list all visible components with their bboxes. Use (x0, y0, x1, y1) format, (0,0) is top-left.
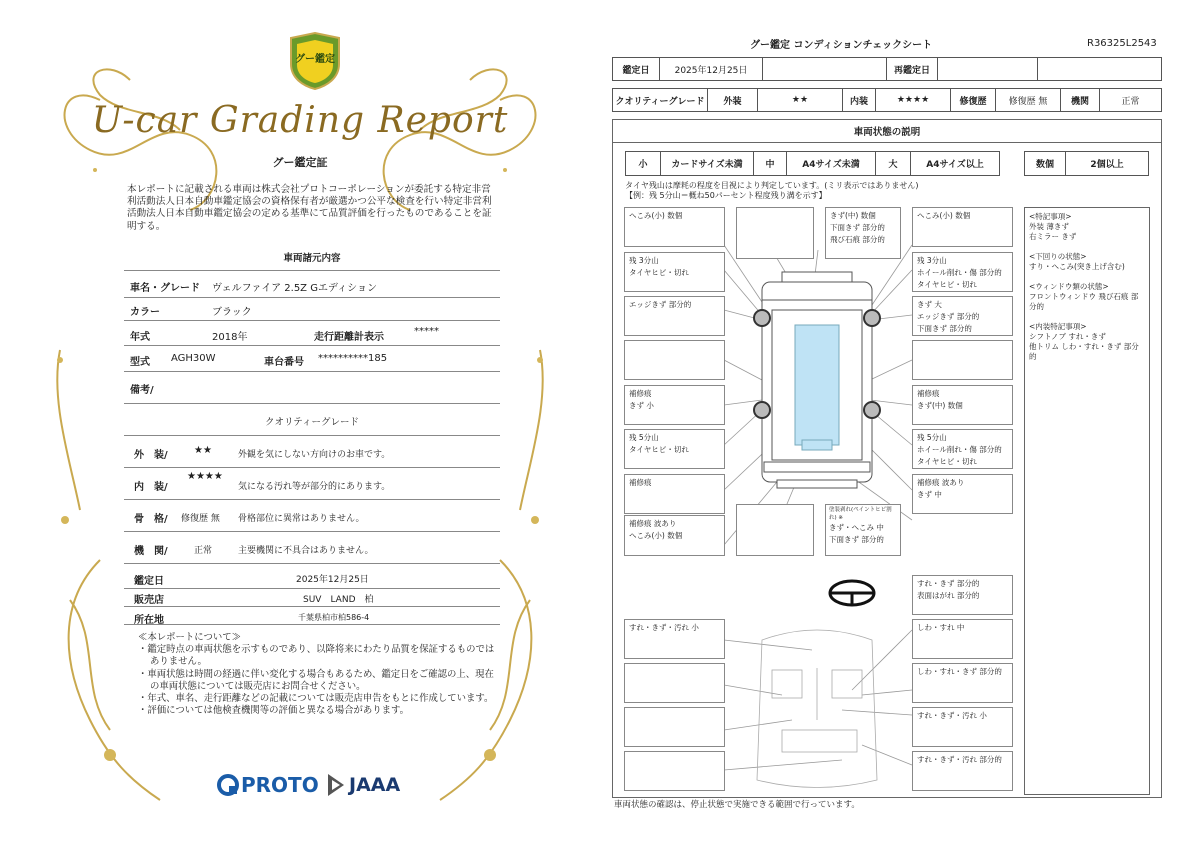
year-label: 年式 (130, 332, 150, 343)
badge-text: グー鑑定 (295, 54, 335, 65)
quality-section-title: クオリティーグレード (264, 417, 360, 428)
goo-kantei-badge (287, 32, 343, 90)
chassis-label: 車台番号 (264, 357, 304, 368)
engine-label: 機関 (1060, 88, 1100, 112)
color-label: カラー (130, 307, 160, 318)
report-notes (138, 632, 498, 717)
interior-box: すれ・きず・汚れ 部分的 (912, 751, 1013, 791)
damage-box-left: 残 3分山 タイヤヒビ・切れ (624, 252, 725, 292)
divider (124, 403, 500, 404)
divider (124, 371, 500, 372)
interior-text: 気になる汚れ等が部分的にあります。 (238, 482, 391, 492)
interior-box: すれ・きず・汚れ 小 (912, 707, 1013, 747)
special-note: <特記事項> (1029, 212, 1072, 221)
mileage-value: ***** (414, 326, 439, 337)
interior-box: しわ・すれ・きず 部分的 (912, 663, 1013, 703)
location-label: 所在地 (134, 615, 164, 626)
interior-box (624, 751, 725, 791)
exterior-label: 外 装/ (134, 450, 168, 461)
date-label: 鑑定日 (612, 57, 660, 81)
special-notes-panel (1024, 207, 1150, 795)
exterior-label: 外装 (707, 88, 758, 112)
special-note: <下回りの状態> (1029, 252, 1087, 261)
damage-box-center-right: きず(中) 数個 下面きず 部分的 飛び石痕 部分的 (825, 207, 901, 259)
damage-box-left: 残 5分山 タイヤヒビ・切れ (624, 429, 725, 469)
certificate-title: グー鑑定証 (272, 156, 328, 169)
damage-box-right: 補修痕 きず(中) 数個 (912, 385, 1013, 425)
damage-box-left: へこみ(小) 数個 (624, 207, 725, 247)
condition-title: 車両状態の説明 (612, 119, 1162, 143)
divider (124, 499, 500, 500)
size-medium: 中 (753, 151, 787, 176)
report-note: ・年式、車名、走行距離などの記載については販売店申告をもとに作成しています。 (138, 693, 494, 705)
interior-box: すれ・きず・汚れ 小 (624, 619, 725, 659)
divider (124, 467, 500, 468)
size-large-desc: A4サイズ以上 (910, 151, 1000, 176)
damage-box-right: 補修痕 波あり きず 中 (912, 474, 1013, 514)
special-note: <ウィンドウ類の状態> (1029, 282, 1109, 291)
report-note: ・鑑定時点の車両状態を示すものであり、以降将来にわたり品質を保証するものではありません。 (138, 644, 495, 668)
frame-value: 修復歴 無 (181, 514, 220, 524)
condition-check-sheet (600, 0, 1200, 848)
damage-box-bumper (825, 504, 901, 556)
certificate-intro: 本レポートに記載される車両は株式会社プロトコーポレーションが委託する特定非営利活動法人日本自動車鑑定協会の資格保有者が厳選かつ公平な検査を行い特定非営利活動法人日本自動車鑑定協会の定める基準にて品質評価を行ったものであることを証明する。 (127, 184, 492, 232)
empty-cell (762, 57, 887, 81)
reappraisal-label: 再鑑定日 (886, 57, 938, 81)
sheet-title: グー鑑定 コンディションチェックシート (750, 40, 933, 51)
special-note: 外装 薄きず (1029, 222, 1069, 231)
proto-logo (216, 770, 319, 800)
spec-section-title: 車両諸元内容 (283, 253, 341, 264)
damage-box-right: 残 3分山 ホイール削れ・傷 部分的 タイヤヒビ・切れ (912, 252, 1013, 292)
size-small: 小 (625, 151, 661, 176)
divider (124, 270, 500, 271)
interior-label: 内 装/ (134, 482, 168, 493)
special-note-spacer (1029, 242, 1145, 252)
special-note: 他トリム しわ・すれ・きず 部分的 (1029, 342, 1139, 361)
quality-label: クオリティーグレード (612, 88, 708, 112)
frame-label: 骨 格/ (134, 514, 168, 525)
proto-mark-icon (216, 773, 240, 797)
car-name-label: 車名・グレード (130, 283, 200, 294)
bumper-note: きず・へこみ 中 下面きず 部分的 (829, 523, 884, 544)
divider (124, 624, 500, 625)
appraisal-date-label: 鑑定日 (134, 576, 164, 587)
jaaa-mark-icon (326, 772, 346, 798)
mileage-label: 走行距離計表示 (314, 332, 384, 343)
damage-box-left: 補修痕 きず 小 (624, 385, 725, 425)
special-note-spacer (1029, 272, 1145, 282)
damage-box-center (736, 504, 814, 556)
interior-diagram (757, 630, 877, 788)
steering-wheel-icon (830, 581, 874, 605)
special-note: 右ミラー きず (1029, 232, 1077, 241)
interior-box (624, 707, 725, 747)
damage-box-left: 補修痕 波あり へこみ(小) 数個 (624, 515, 725, 556)
damage-box-right: 残 5分山 ホイール削れ・傷 部分的 タイヤヒビ・切れ (912, 429, 1013, 469)
divider (124, 435, 500, 436)
special-note: <内装特記事項> (1029, 322, 1087, 331)
size-small-desc: カードサイズ未満 (660, 151, 754, 176)
damage-box-right: きず 大 エッジきず 部分的 下面きず 部分的 (912, 296, 1013, 336)
interior-stars: ★★★★ (187, 471, 223, 482)
location-value: 千葉県柏市柏586-4 (298, 613, 370, 622)
exterior-stars: ★★ (194, 445, 212, 456)
repair-value: 修復歴 無 (995, 88, 1061, 112)
tire-note: タイヤ残山は摩耗の程度を目視により判定しています。(ミリ表示ではありません) (625, 181, 919, 190)
count-desc: 2個以上 (1065, 151, 1149, 176)
jaaa-logo-text: JAAA (349, 774, 401, 796)
size-medium-desc: A4サイズ未満 (786, 151, 876, 176)
interior-box (624, 663, 725, 703)
interior-box: しわ・すれ 中 (912, 619, 1013, 659)
special-note: フロントウィンドウ 飛び石痕 部分的 (1029, 292, 1139, 311)
size-large: 大 (875, 151, 911, 176)
divider (124, 345, 500, 346)
damage-box-right: へこみ(小) 数個 (912, 207, 1013, 247)
report-title: U-car Grading Report (91, 100, 509, 141)
engine-text: 主要機関に不具合はありません。 (238, 546, 374, 556)
date-value: 2025年12月25日 (659, 57, 763, 81)
notes-label: 備考/ (130, 385, 154, 396)
count-label: 数個 (1024, 151, 1066, 176)
sheet-id: R36325L2543 (1087, 38, 1157, 49)
jaaa-logo (326, 770, 400, 800)
report-note: ・評価については他検査機関等の評価と異なる場合があります。 (138, 705, 409, 717)
special-note: すり・へこみ(突き上げ含む) (1029, 262, 1125, 271)
special-note-spacer (1029, 312, 1145, 322)
car-name-value: ヴェルファイア 2.5Z Gエディション (212, 283, 377, 294)
damage-box-left: エッジきず 部分的 (624, 296, 725, 336)
interior-label: 内装 (842, 88, 876, 112)
divider (124, 563, 500, 564)
divider (124, 606, 500, 607)
bumper-note-head: 塗装剥れ(ペイントヒビ割れ) ※ (829, 507, 892, 521)
engine-value: 正常 (194, 546, 213, 556)
tire-example: 【例：残 5分山＝概ね50パーセント程度残り溝を示す】 (625, 191, 827, 200)
reappraisal-value (937, 57, 1038, 81)
exterior-text: 外観を気にしない方向けのお車です。 (238, 450, 391, 460)
interior-stars: ★★★★ (875, 88, 951, 112)
color-value: ブラック (212, 307, 252, 318)
exterior-stars: ★★ (757, 88, 843, 112)
divider (124, 320, 500, 321)
model-value: AGH30W (171, 353, 216, 364)
damage-box-center (736, 207, 814, 259)
appraisal-date-value: 2025年12月25日 (296, 575, 369, 585)
dealer-label: 販売店 (134, 595, 164, 606)
year-value: 2018年 (212, 332, 248, 343)
frame-text: 骨格部位に異常はありません。 (238, 514, 365, 524)
engine-value: 正常 (1099, 88, 1162, 112)
damage-box-left (624, 340, 725, 380)
divider (124, 531, 500, 532)
model-label: 型式 (130, 357, 150, 368)
special-note: シフトノブ すれ・きず (1029, 332, 1106, 341)
damage-box-right (912, 340, 1013, 380)
divider (124, 588, 500, 589)
damage-box-left: 補修痕 (624, 474, 725, 514)
empty-cell (1037, 57, 1162, 81)
proto-logo-text: PROTO (241, 773, 319, 797)
divider (124, 297, 500, 298)
report-notes-title: ≪本レポートについて≫ (138, 632, 241, 643)
report-note: ・車両状態は時間の経過に伴い変化する場合もあるため、鑑定日をご確認の上、現在の車両状態については販売店にお問合せください。 (138, 668, 494, 692)
repair-label: 修復歴 (950, 88, 996, 112)
engine-label: 機 関/ (134, 546, 168, 557)
steering-damage-box: すれ・きず 部分的 表面はがれ 部分的 (912, 575, 1013, 615)
footer-note: 車両状態の確認は、停止状態で実施できる範囲で行っています。 (614, 800, 860, 810)
car-body (762, 272, 872, 488)
dealer-value: SUV LAND 柏 (303, 595, 374, 605)
chassis-value: **********185 (318, 353, 388, 364)
